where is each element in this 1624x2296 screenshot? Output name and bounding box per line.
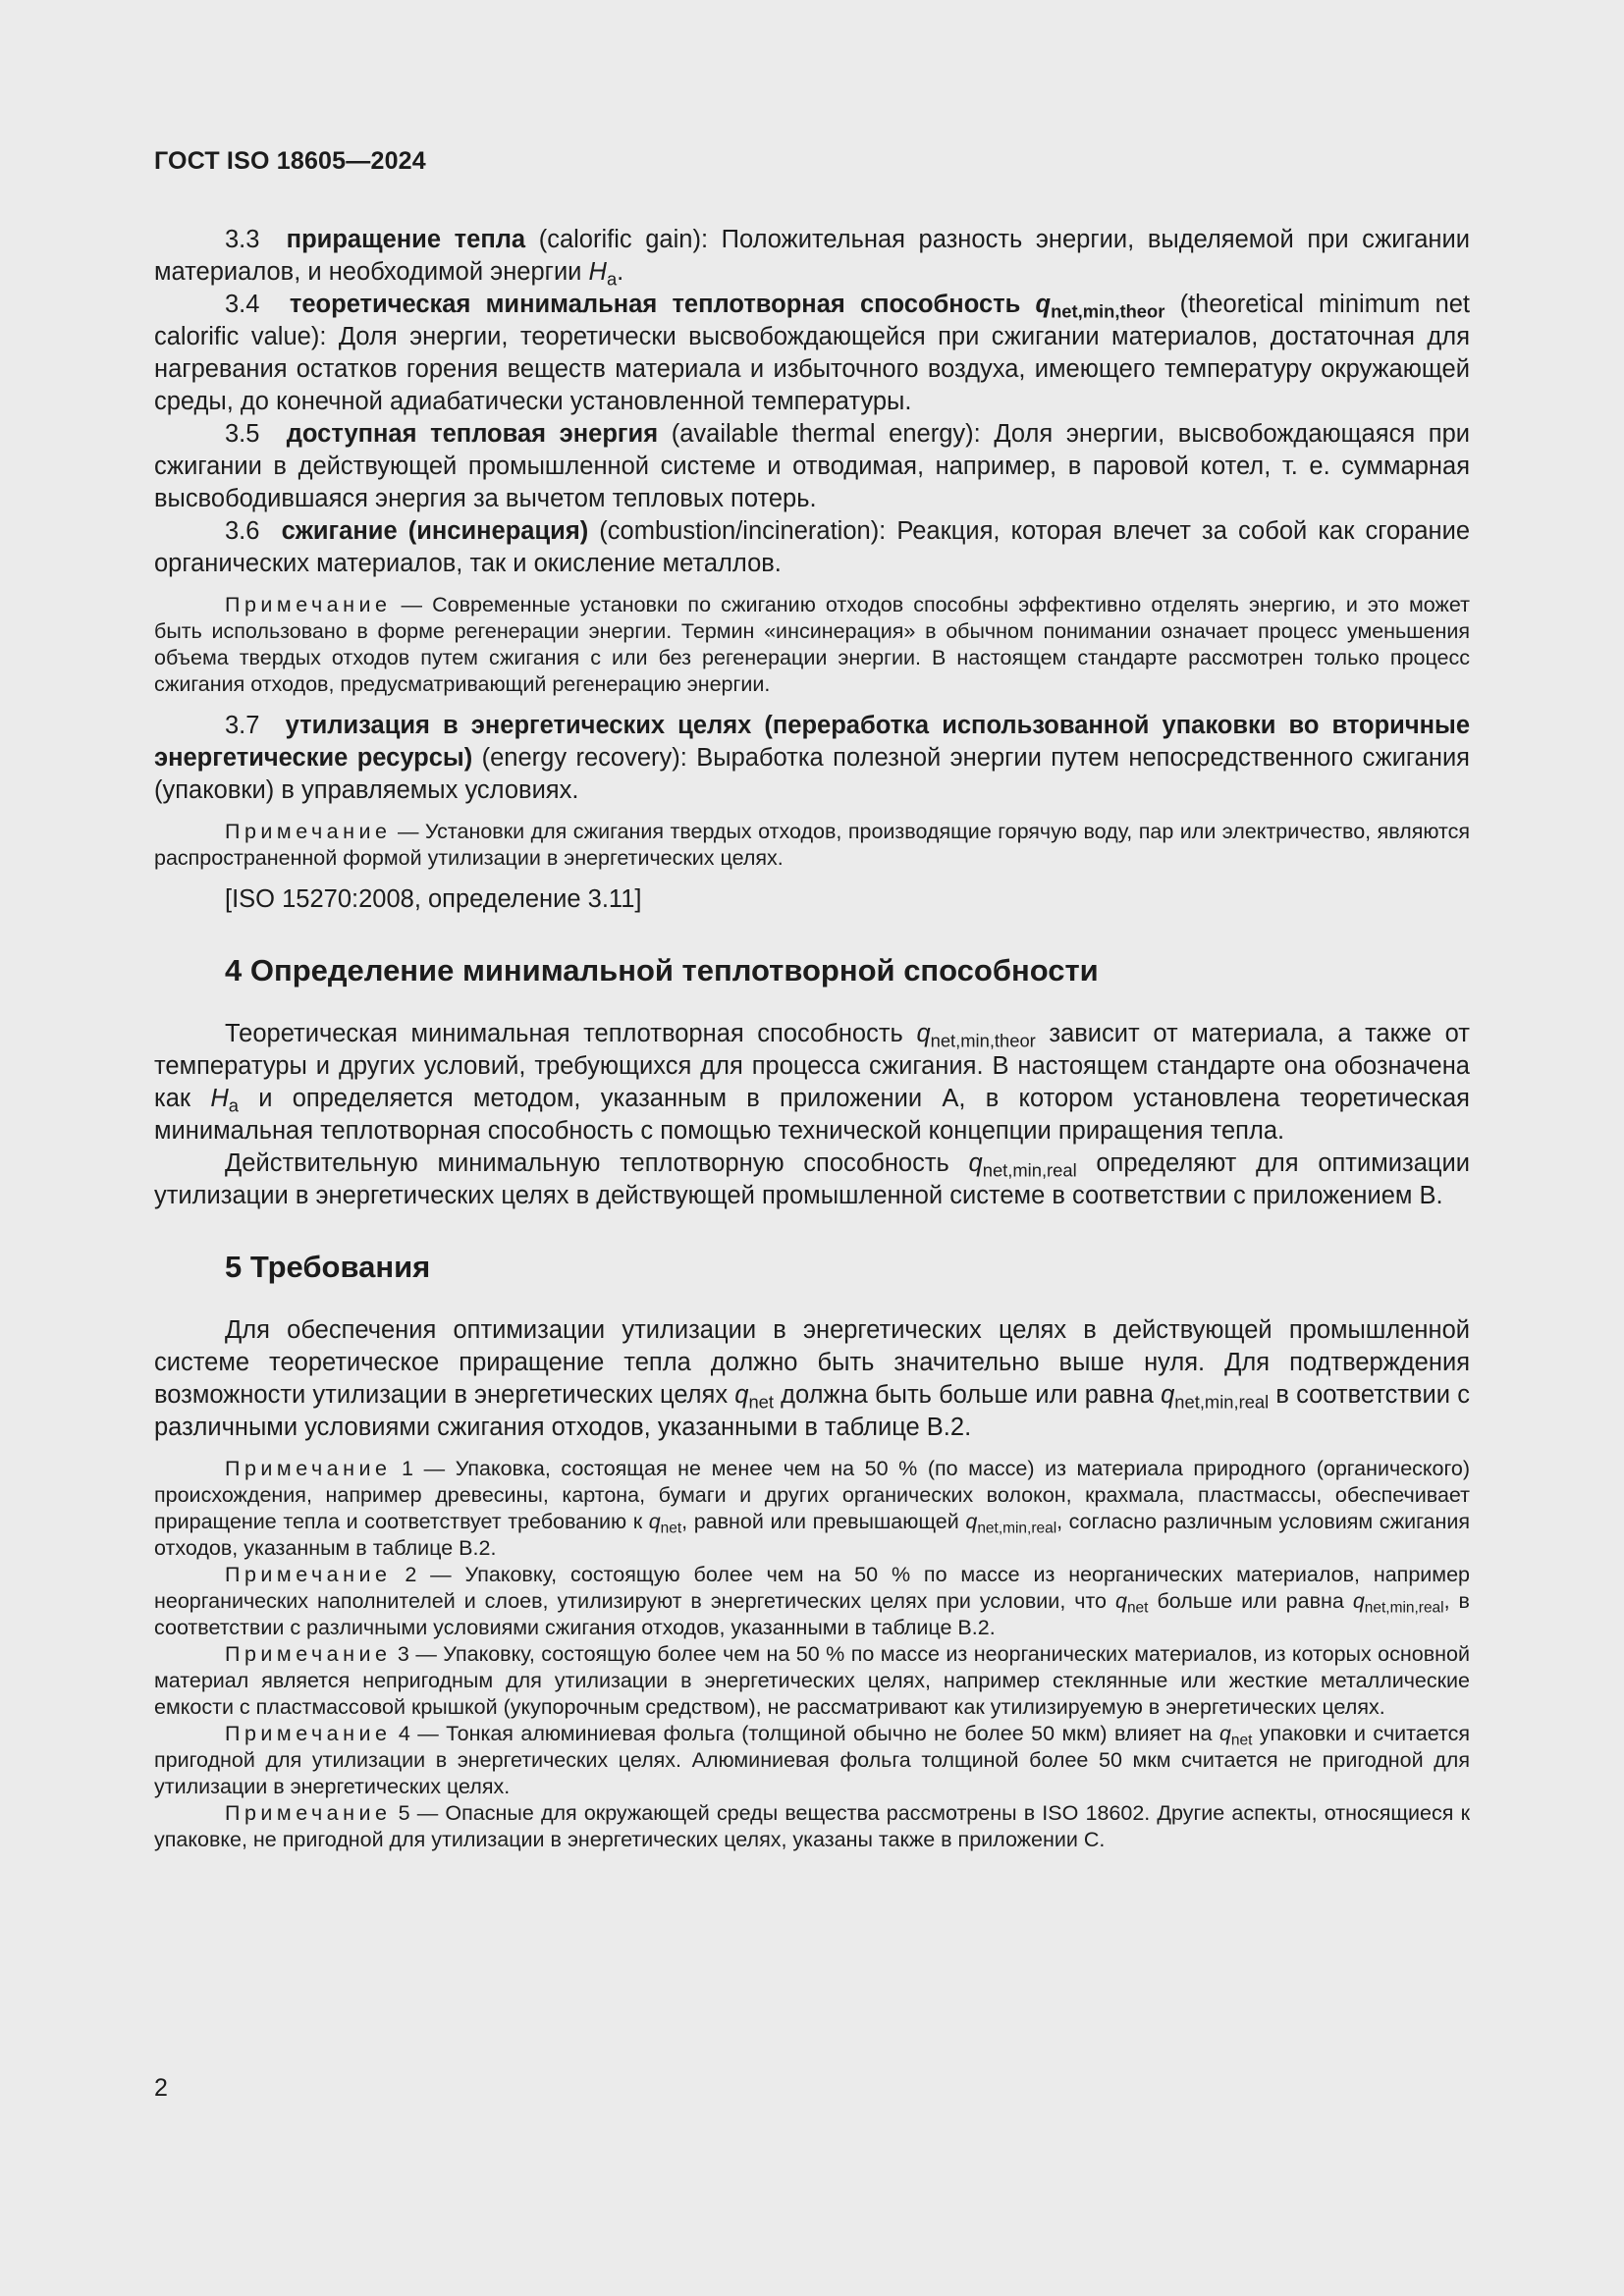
note-number: 2 — [405, 1563, 417, 1586]
section-5-note-3 — [154, 1641, 1470, 1721]
text: определяют для оптимизации утилизации в энергетических целях в действующей промышленной системе в соответствии с приложением В. — [154, 1149, 1470, 1209]
text: в соответствии с различными условиями сжигания отходов, указанными в таблице В.2. — [154, 1381, 1470, 1441]
note-number: 4 — [398, 1722, 410, 1745]
symbol: q — [1035, 291, 1052, 318]
definition-text: Реакция, которая влечет за собой как сгорание органических материалов, так и окисление металлов. — [154, 517, 1471, 577]
definition-text: Доля энергии, теоретически высвобождающейся при сжигании материалов, достаточная для нагревания остатков горения веществ материала и избыточного воздуха, имеющего температуру окружающей среды, до конечной адиабатически установленной температуры. — [154, 323, 1470, 415]
section-5-note-1 — [154, 1456, 1470, 1562]
note-number: 1 — [402, 1457, 414, 1480]
symbol: H — [210, 1085, 229, 1112]
definition-3-3 — [154, 224, 1470, 289]
section-4-paragraph-1 — [154, 1018, 1470, 1148]
term-english: (energy recovery): — [481, 744, 687, 772]
note-text: упаковки и считается пригодной для утилизации в энергетических целях. Алюминиевая фольга толщиной более 50 мкм считается не пригодной для утилизации в энергетических целях. — [154, 1722, 1470, 1798]
symbol: H — [588, 258, 607, 286]
note-label: Примечание — [225, 1722, 392, 1745]
term-english: (theoretical minimum net calorific value): — [154, 291, 1471, 350]
note-text: — Упаковку, состоящую более чем на 50 % по массе из неорганических материалов, например неорганических наполнителей и слоев, утилизируют в энергетических целях при условии, что — [154, 1563, 1470, 1613]
definition-3-4 — [154, 289, 1470, 418]
note-3-7 — [154, 819, 1470, 872]
term: доступная тепловая энергия — [286, 420, 659, 448]
symbol-subscript: a — [606, 268, 618, 290]
symbol-subscript: net,min,theor — [1051, 300, 1165, 322]
section-4-heading: 4 Определение минимальной теплотворной способности — [225, 953, 1099, 988]
note-text: — Современные установки по сжиганию отходов способны эффективно отделять энергию, и это может быть использовано в форме регенерации энергии. Термин «инсинерация» в обычном понимании означает процесс уменьшения объема твердых отходов путем сжигания с или без регенерации энергии. В настоящем стандарте рассмотрен только процесс сжигания отходов, предусматривающий регенерацию энергии. — [154, 593, 1470, 696]
term-english: (available thermal energy): — [671, 420, 981, 448]
note-label: Примечание — [225, 1801, 392, 1825]
symbol: q — [1161, 1381, 1175, 1409]
symbol: q — [916, 1020, 931, 1047]
section-5-paragraph-1 — [154, 1314, 1470, 1444]
note-text: — Упаковка, состоящая не менее чем на 50 % (по массе) из материала природного (органического) происхождения, например древесины, картона, бумаги и других органических волокон, крахмала, пластмассы, обеспечивает приращение тепла и соответствует требованию к — [154, 1457, 1470, 1533]
note-text: , в соответствии с различными условиями сжигания отходов, указанными в таблице В.2. — [154, 1589, 1470, 1639]
section-5-note-2 — [154, 1562, 1470, 1641]
note-number: 3 — [397, 1642, 409, 1666]
definition-text: Положительная разность энергии, выделяемой при сжигании материалов, и необходимой энергии — [154, 226, 1471, 286]
clause-number: 3.6 — [225, 517, 260, 545]
symbol: q — [965, 1510, 978, 1533]
note-text: — Установки для сжигания твердых отходов, производящие горячую воду, пар или электричество, являются распространенной формой утилизации в энергетических целях. — [154, 820, 1471, 870]
note-text: — Упаковку, состоящую более чем на 50 % по массе из неорганических материалов, из которых основной материал является непригодным для утилизации в энергетических целях, например стеклянные или жесткие металлические емкости с пластмассовой крышкой (укупорочным средством), не рассматривают как утилизируемую в энергетических целях. — [154, 1642, 1470, 1719]
text: Теоретическая минимальная теплотворная способность — [225, 1020, 903, 1047]
definition-text: Выработка полезной энергии путем непосредственного сжигания (упаковки) в управляемых условиях. — [154, 744, 1470, 804]
symbol-subscript: net — [1230, 1732, 1253, 1749]
clause-number: 3.5 — [225, 420, 260, 448]
section-5-note-5 — [154, 1800, 1470, 1853]
definition-3-6 — [154, 515, 1470, 580]
section-5-note-4 — [154, 1721, 1470, 1800]
term: утилизация в энергетических целях (переработка использованной упаковки во вторичные энергетические ресурсы) — [154, 712, 1471, 772]
symbol: q — [1114, 1589, 1127, 1613]
symbol: q — [734, 1381, 749, 1409]
text: Для обеспечения оптимизации утилизации в энергетических целях в действующей промышленной системе теоретическое приращение тепла должно быть значительно выше нуля. Для подтверждения возможности утилизации в энергетических целях — [154, 1316, 1470, 1409]
note-text: , равной или превышающей — [681, 1510, 959, 1533]
text: Действительную минимальную теплотворную способность — [225, 1149, 949, 1177]
symbol-subscript: net,min,theor — [930, 1030, 1036, 1051]
note-text: , согласно различным условиям сжигания отходов, указанным в таблице В.2. — [154, 1510, 1471, 1560]
clause-number: 3.4 — [225, 291, 260, 318]
symbol: q — [968, 1149, 983, 1177]
punctuation: . — [617, 258, 624, 286]
note-label: Примечание — [225, 1563, 392, 1586]
text: должна быть больше или равна — [781, 1381, 1154, 1409]
note-text: — Опасные для окружающей среды вещества рассмотрены в ISO 18602. Другие аспекты, относящиеся к упаковке, не пригодной для утилизации в энергетических целях, указаны также в приложении С. — [154, 1801, 1470, 1851]
section-4-paragraph-2 — [154, 1148, 1470, 1212]
note-text: больше или равна — [1157, 1589, 1344, 1613]
note-text: — Тонкая алюминиевая фольга (толщиной обычно не более 50 мкм) влияет на — [417, 1722, 1213, 1745]
symbol: q — [1218, 1722, 1231, 1745]
definition-3-7 — [154, 710, 1470, 807]
symbol-subscript: net — [1126, 1599, 1149, 1617]
term: теоретическая минимальная теплотворная способность — [289, 291, 1021, 318]
term-english: (combustion/incineration): — [599, 517, 887, 545]
page-number: 2 — [154, 2074, 168, 2102]
symbol-subscript: a — [228, 1095, 239, 1116]
symbol-subscript: net,min,real — [982, 1159, 1077, 1181]
note-label: Примечание — [225, 820, 392, 843]
term: сжигание (инсинерация) — [281, 517, 589, 545]
term: приращение тепла — [286, 226, 526, 253]
term-english: (calorific gain): — [538, 226, 709, 253]
note-number: 5 — [398, 1801, 410, 1825]
symbol-subscript: net,min,real — [1364, 1599, 1444, 1617]
definition-text: Доля энергии, высвобождающаяся при сжигании в действующей промышленной системе и отводимая, например, в паровой котел, т. е. суммарная высвободившаяся энергия за вычетом тепловых потерь. — [154, 420, 1471, 512]
symbol: q — [648, 1510, 661, 1533]
text: и определяется методом, указанным в приложении А, в котором установлена теоретическая минимальная теплотворная способность с помощью технической концепции приращения тепла. — [154, 1085, 1470, 1145]
note-label: Примечание — [225, 1642, 392, 1666]
document-header: ГОСТ ISO 18605—2024 — [154, 147, 426, 175]
symbol-subscript: net,min,real — [1174, 1391, 1270, 1413]
definition-3-5 — [154, 418, 1470, 515]
symbol-subscript: net — [660, 1520, 682, 1537]
page-content — [154, 224, 1470, 1853]
note-3-6 — [154, 592, 1470, 698]
note-label: Примечание — [225, 1457, 392, 1480]
source-reference: [ISO 15270:2008, определение 3.11] — [225, 885, 642, 913]
text: зависит от материала, а также от температуры и других условий, требующихся для процесса сжигания. В настоящем стандарте она обозначена как — [154, 1020, 1470, 1112]
note-label: Примечание — [225, 593, 392, 616]
section-5-heading: 5 Требования — [225, 1250, 431, 1284]
symbol-subscript: net — [748, 1391, 774, 1413]
symbol-subscript: net,min,real — [977, 1520, 1057, 1537]
clause-number: 3.7 — [225, 712, 260, 739]
symbol: q — [1352, 1589, 1365, 1613]
clause-number: 3.3 — [225, 226, 260, 253]
